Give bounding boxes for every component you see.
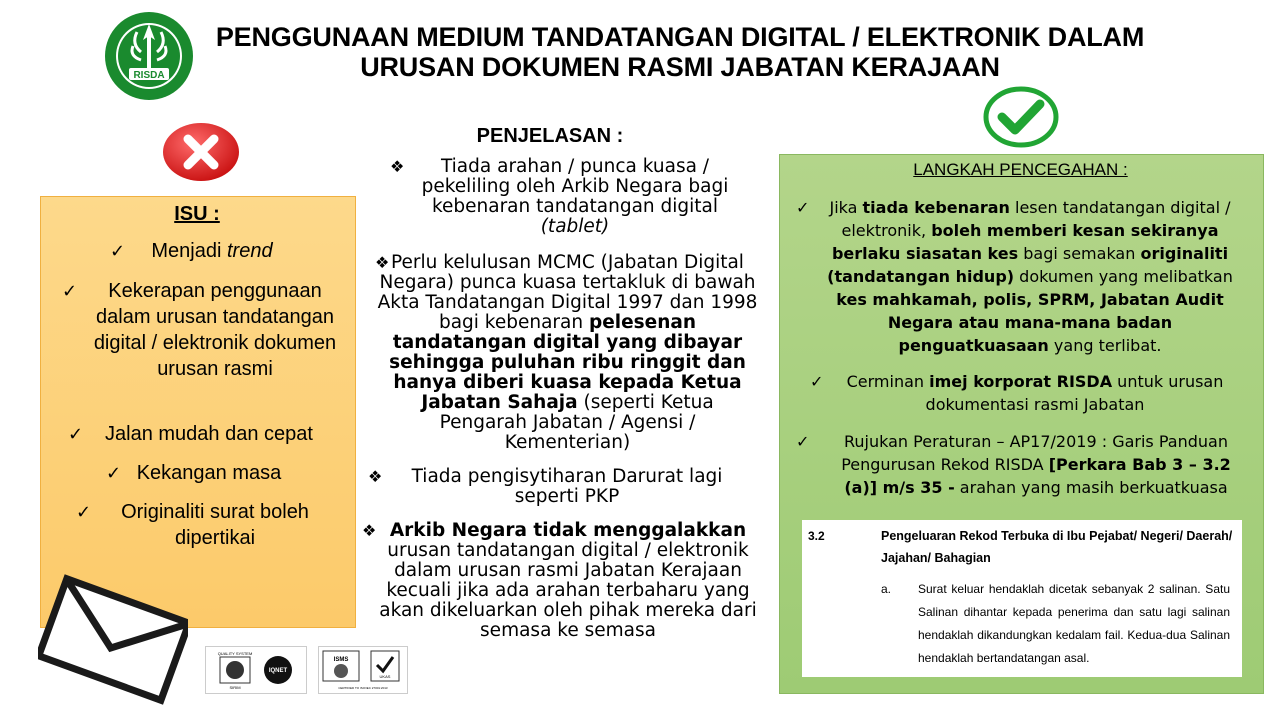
envelope-icon [38,556,188,716]
diamond-bullet-icon: ❖ [368,467,383,486]
isu-item: ✓ Kekangan masa [106,462,282,484]
logo-name: RISDA [133,70,165,81]
title-line1: PENGGUNAAN MEDIUM TANDATANGAN DIGITAL / ELEKTRONIK DALAM [215,22,1145,52]
penjelasan-item: ❖ Tiada arahan / punca kuasa / pekeliling oleh Arkib Negara bagi kebenaran tandatangan digital (tablet) [390,156,729,237]
check-icon: ✓ [76,502,92,522]
diamond-bullet-icon: ❖ [362,521,377,540]
check-icon: ✓ [796,432,810,451]
red-x-icon [160,121,242,183]
isms-cert-logo [318,646,408,694]
svg-text:SIRIM: SIRIM [229,685,241,690]
page-title [180,22,1180,82]
excerpt-item-label: a. [881,582,892,596]
isu-item: ✓ Originaliti surat boleh dipertikai [76,501,309,549]
svg-text:CERTIFIED TO ISO/IEC 27001:201: CERTIFIED TO ISO/IEC 27001:2013 [338,686,388,690]
quality-cert-logo [205,646,307,694]
excerpt-number: 3.2 [808,529,825,543]
svg-text:IQNET: IQNET [268,668,288,674]
check-icon: ✓ [68,424,84,444]
excerpt-body: Surat keluar hendaklah dicetak sebanyak 2 salinan. Satu Salinan dihantar kepada penerima dan satu lagi salinan hendaklah dikandungkan kedalam fail. Kedua-dua Salinan hendaklah bertandatangan asal. [918,582,1230,665]
svg-text:ISMS: ISMS [333,657,349,663]
diamond-bullet-icon: ❖ [375,253,390,272]
green-check-icon [982,86,1060,148]
penjelasan-item: ❖ Perlu kelulusan MCMC (Jabatan Digital Negara) punca kuasa tertakluk di bawah Akta Tandatangan Digital 1997 dan 1998 bagi kebenaran pelesenan tandatangan digital yang dibayar sehingga puluhan ribu ringgit dan hanya diberi kuasa kepada Ketua Jabatan Sahaja (seperti Ketua Pengarah Jabatan / Agensi / Kementerian) [375,252,758,453]
isu-item: ✓ Menjadi trend [110,240,273,262]
check-icon: ✓ [810,372,824,391]
langkah-item: ✓ Cerminan imej korporat RISDA untuk urusan dokumentasi rasmi Jabatan [810,372,1224,414]
isu-title: ISU : [174,203,220,225]
svg-text:UKAS: UKAS [379,674,391,679]
penjelasan-item: ❖ Arkib Negara tidak menggalakkan urusan tandatangan digital / elektronik dalam urusan rasmi Jabatan Kerajaan kecuali jika ada arahan terbaharu yang akan dikeluarkan oleh pihak mereka dari semasa ke semasa [362,520,757,641]
check-icon: ✓ [796,198,810,217]
isu-item: ✓ Jalan mudah dan cepat [68,423,313,445]
excerpt-heading: Pengeluaran Rekod Terbuka di Ibu Pejabat/ Negeri/ Daerah/ Jajahan/ Bahagian [881,529,1233,565]
langkah-item: ✓ Rujukan Peraturan – AP17/2019 : Garis Panduan Pengurusan Rekod RISDA [Perkara Bab 3 – 3.2 (a)] m/s 35 - arahan yang masih berkuatkuasa [796,432,1231,497]
langkah-item: ✓ Jika tiada kebenaran lesen tandatangan digital / elektronik, boleh memberi kesan sekiranya berlaku siasatan kes bagi semakan originaliti (tandatangan hidup) dokumen yang melibatkan kes mahkamah, polis, SPRM, Jabatan Audit Negara atau mana-mana badan penguatkuasaan yang terlibat. [796,198,1233,355]
check-icon: ✓ [106,463,122,483]
check-icon: ✓ [62,281,78,301]
title-line2: URUSAN DOKUMEN RASMI JABATAN KERAJAAN [360,52,1000,82]
svg-text:QUALITY SYSTEM: QUALITY SYSTEM [217,651,253,656]
isu-item: ✓ Kekerapan penggunaan dalam urusan tandatangan digital / elektronik dokumen urusan rasmi [62,280,337,380]
check-icon: ✓ [110,241,126,261]
langkah-title: LANGKAH PENCEGAHAN : [913,160,1128,179]
diamond-bullet-icon: ❖ [390,157,405,176]
penjelasan-item: ❖ Tiada pengisytiharan Darurat lagi seperti PKP [368,466,723,507]
penjelasan-title: PENJELASAN : [476,125,624,147]
